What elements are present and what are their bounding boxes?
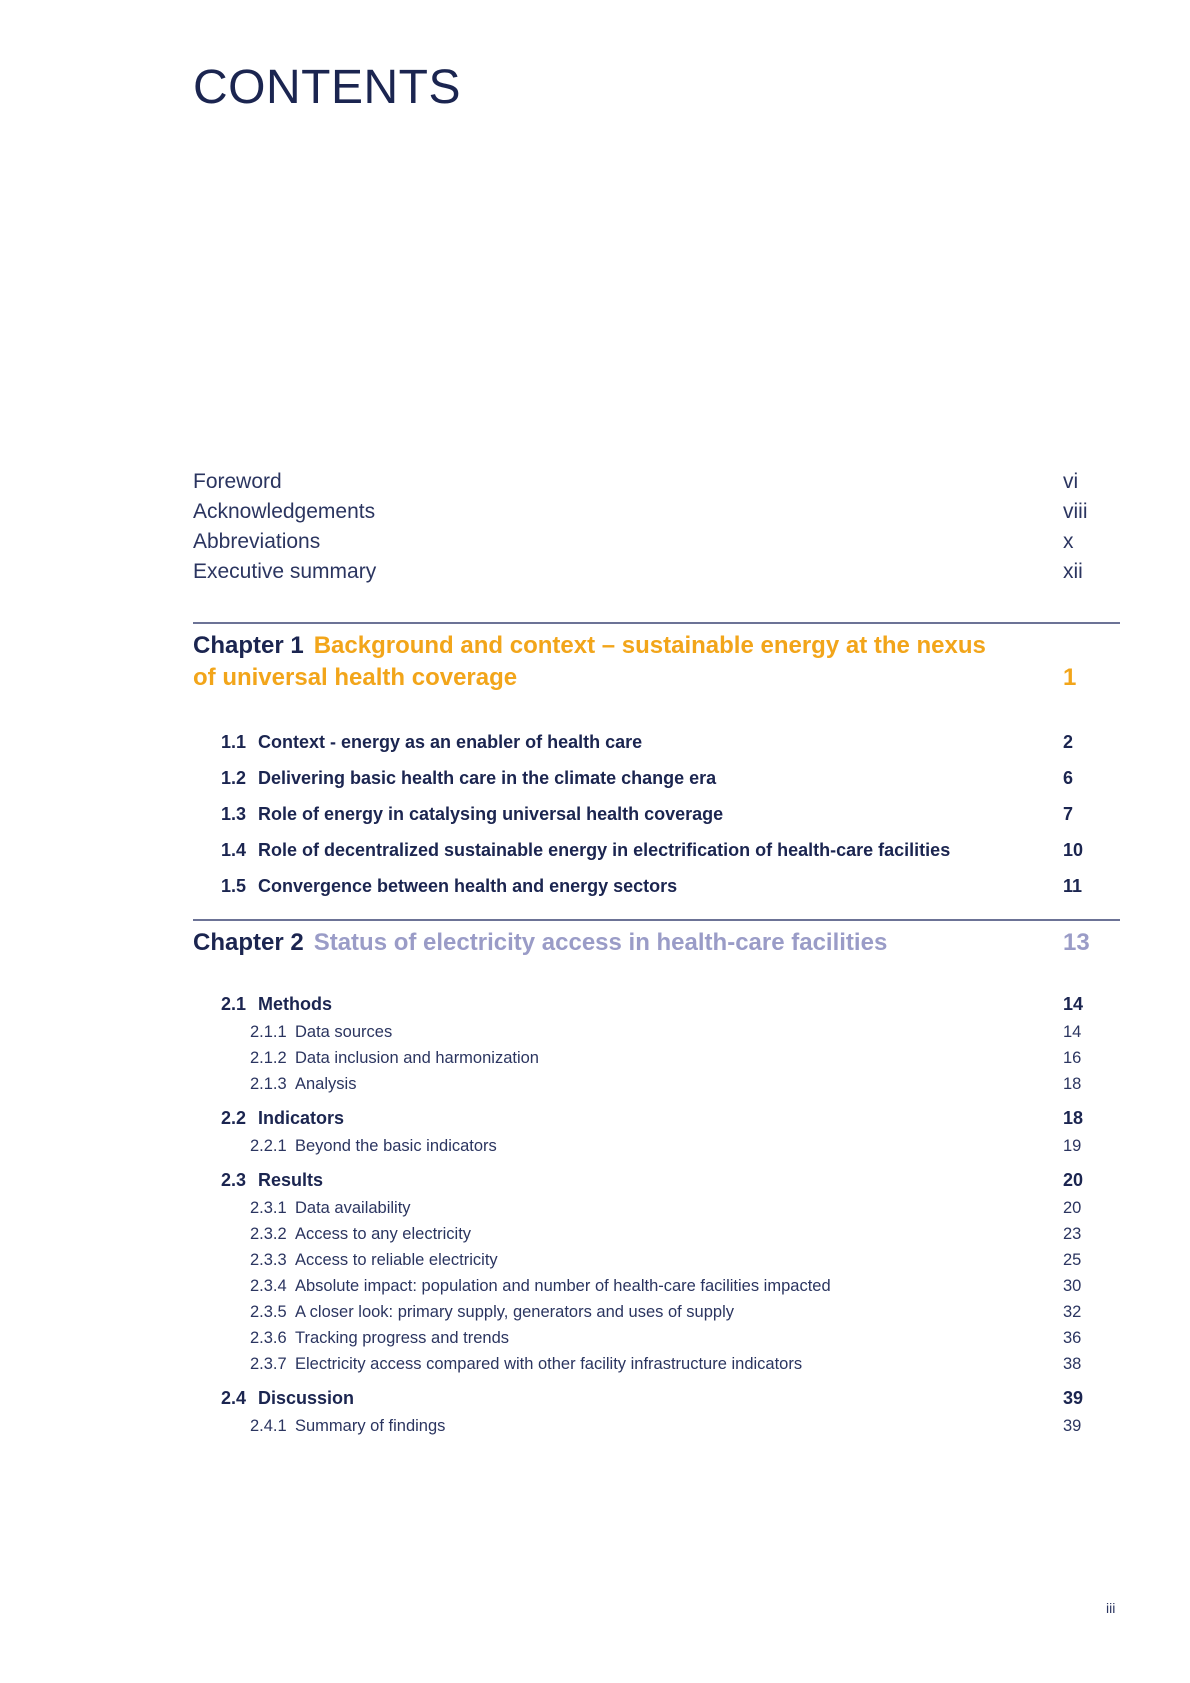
subsection-title: A closer look: primary supply, generators and uses of supply <box>295 1303 734 1321</box>
section-page: 6 <box>1063 768 1074 788</box>
entry-label: Executive summary <box>193 560 377 583</box>
subsection-number: 2.3.5 <box>250 1303 287 1321</box>
subsection-number: 2.1.1 <box>250 1023 287 1041</box>
section-page: 2 <box>1063 732 1074 752</box>
toc-subsection[interactable] <box>193 1247 1120 1273</box>
toc-section[interactable] <box>193 724 1120 760</box>
section-page: 39 <box>1063 1388 1084 1408</box>
subsection-page: 16 <box>1063 1049 1082 1067</box>
section-title: Results <box>258 1170 324 1190</box>
subsection-page: 39 <box>1063 1417 1082 1435</box>
subsection-page: 30 <box>1063 1277 1082 1295</box>
toc-section[interactable] <box>193 760 1120 796</box>
subsection-title: Tracking progress and trends <box>295 1329 509 1347</box>
subsection-title: Data sources <box>295 1023 393 1041</box>
page-number: iii <box>1106 1600 1116 1616</box>
toc-entry-acknowledgements[interactable] <box>193 500 1088 530</box>
section-title: Methods <box>258 994 332 1014</box>
subsection-number: 2.3.1 <box>250 1199 287 1217</box>
entry-page: x <box>1063 530 1074 553</box>
section-page: 7 <box>1063 804 1074 824</box>
section-title: Role of decentralized sustainable energy in electrification of health-care facilities <box>258 840 951 860</box>
subsection-title: Access to any electricity <box>295 1225 472 1243</box>
chapter-2 <box>193 919 1120 1439</box>
entry-page: xii <box>1063 560 1083 583</box>
page-title: CONTENTS <box>193 61 461 114</box>
subsection-page: 23 <box>1063 1225 1082 1243</box>
section-number: 1.1 <box>221 732 247 752</box>
subsection-title: Absolute impact: population and number of health-care facilities impacted <box>295 1277 831 1295</box>
subsection-page: 25 <box>1063 1251 1082 1269</box>
toc-section[interactable] <box>193 868 1120 904</box>
subsection-title: Summary of findings <box>295 1417 446 1435</box>
toc-subsection[interactable] <box>193 1071 1120 1097</box>
toc-entry-abbreviations[interactable] <box>193 530 1088 560</box>
toc-entry-foreword[interactable] <box>193 470 1088 500</box>
chapter-title: Status of electricity access in health-care facilities <box>313 929 888 956</box>
section-page: 11 <box>1063 876 1083 896</box>
subsection-title: Electricity access compared with other facility infrastructure indicators <box>295 1355 803 1373</box>
subsection-title: Access to reliable electricity <box>295 1251 498 1269</box>
toc-subsection[interactable] <box>193 1325 1120 1351</box>
section-title: Indicators <box>258 1108 345 1128</box>
toc-entry-executive-summary[interactable] <box>193 560 1088 590</box>
subsection-page: 32 <box>1063 1303 1082 1321</box>
subsection-title: Beyond the basic indicators <box>295 1137 497 1155</box>
chapter-1 <box>193 622 1120 904</box>
toc-subsection[interactable] <box>193 1273 1120 1299</box>
section-title: Context - energy as an enabler of health care <box>258 732 643 752</box>
toc-subsection[interactable] <box>193 1019 1120 1045</box>
subsection-page: 36 <box>1063 1329 1082 1347</box>
entry-label: Abbreviations <box>193 530 321 553</box>
toc-section[interactable] <box>193 796 1120 832</box>
subsection-page: 19 <box>1063 1137 1082 1155</box>
section-number: 1.4 <box>221 840 247 860</box>
chapter-label: Chapter 2 <box>193 929 304 956</box>
section-page: 20 <box>1063 1170 1084 1190</box>
subsection-title: Analysis <box>295 1075 357 1093</box>
toc-subsection[interactable] <box>193 1413 1120 1439</box>
subsection-title: Data inclusion and harmonization <box>295 1049 539 1067</box>
toc-subsection[interactable] <box>193 1351 1120 1377</box>
section-list <box>193 724 1120 904</box>
subsection-page: 14 <box>1063 1023 1082 1041</box>
section-number: 1.2 <box>221 768 247 788</box>
subsection-number: 2.2.1 <box>250 1137 287 1155</box>
section-number: 1.3 <box>221 804 247 824</box>
chapter-heading[interactable] <box>193 921 1120 959</box>
toc-section[interactable] <box>193 832 1120 868</box>
chapter-title: Background and context – sustainable energy at the nexus of universal health coverage <box>193 632 986 691</box>
toc-subsection[interactable] <box>193 1133 1120 1159</box>
toc-section[interactable] <box>193 989 1120 1019</box>
entry-page: vi <box>1063 470 1079 493</box>
section-number: 2.3 <box>221 1170 247 1190</box>
subsection-number: 2.4.1 <box>250 1417 287 1435</box>
section-title: Role of energy in catalysing universal health coverage <box>258 804 724 824</box>
toc-subsection[interactable] <box>193 1045 1120 1071</box>
entry-label: Acknowledgements <box>193 500 376 523</box>
section-title: Discussion <box>258 1388 355 1408</box>
subsection-number: 2.3.3 <box>250 1251 287 1269</box>
toc-section[interactable] <box>193 1165 1120 1195</box>
section-list <box>193 989 1120 1439</box>
subsection-page: 20 <box>1063 1199 1082 1217</box>
subsection-number: 2.3.7 <box>250 1355 287 1373</box>
section-number: 2.4 <box>221 1388 247 1408</box>
toc-section[interactable] <box>193 1103 1120 1133</box>
chapter-page: 13 <box>1063 929 1090 956</box>
subsection-number: 2.1.3 <box>250 1075 287 1093</box>
entry-page: viii <box>1063 500 1088 523</box>
front-matter-list <box>193 470 1088 590</box>
subsection-page: 38 <box>1063 1355 1082 1373</box>
subsection-number: 2.3.2 <box>250 1225 287 1243</box>
chapter-page: 1 <box>1063 664 1077 691</box>
subsection-page: 18 <box>1063 1075 1082 1093</box>
section-title: Convergence between health and energy sectors <box>258 876 678 896</box>
chapter-heading[interactable] <box>193 624 1120 694</box>
section-page: 18 <box>1063 1108 1084 1128</box>
toc-subsection[interactable] <box>193 1195 1120 1221</box>
section-page: 10 <box>1063 840 1084 860</box>
subsection-number: 2.3.4 <box>250 1277 287 1295</box>
entry-label: Foreword <box>193 470 282 493</box>
section-number: 1.5 <box>221 876 247 896</box>
subsection-number: 2.1.2 <box>250 1049 287 1067</box>
toc-subsection[interactable] <box>193 1299 1120 1325</box>
toc-subsection[interactable] <box>193 1221 1120 1247</box>
chapter-label: Chapter 1 <box>193 632 304 659</box>
section-number: 2.2 <box>221 1108 247 1128</box>
subsection-title: Data availability <box>295 1199 411 1217</box>
section-title: Delivering basic health care in the climate change era <box>258 768 717 788</box>
section-page: 14 <box>1063 994 1084 1014</box>
subsection-number: 2.3.6 <box>250 1329 287 1347</box>
toc-section[interactable] <box>193 1383 1120 1413</box>
section-number: 2.1 <box>221 994 247 1014</box>
